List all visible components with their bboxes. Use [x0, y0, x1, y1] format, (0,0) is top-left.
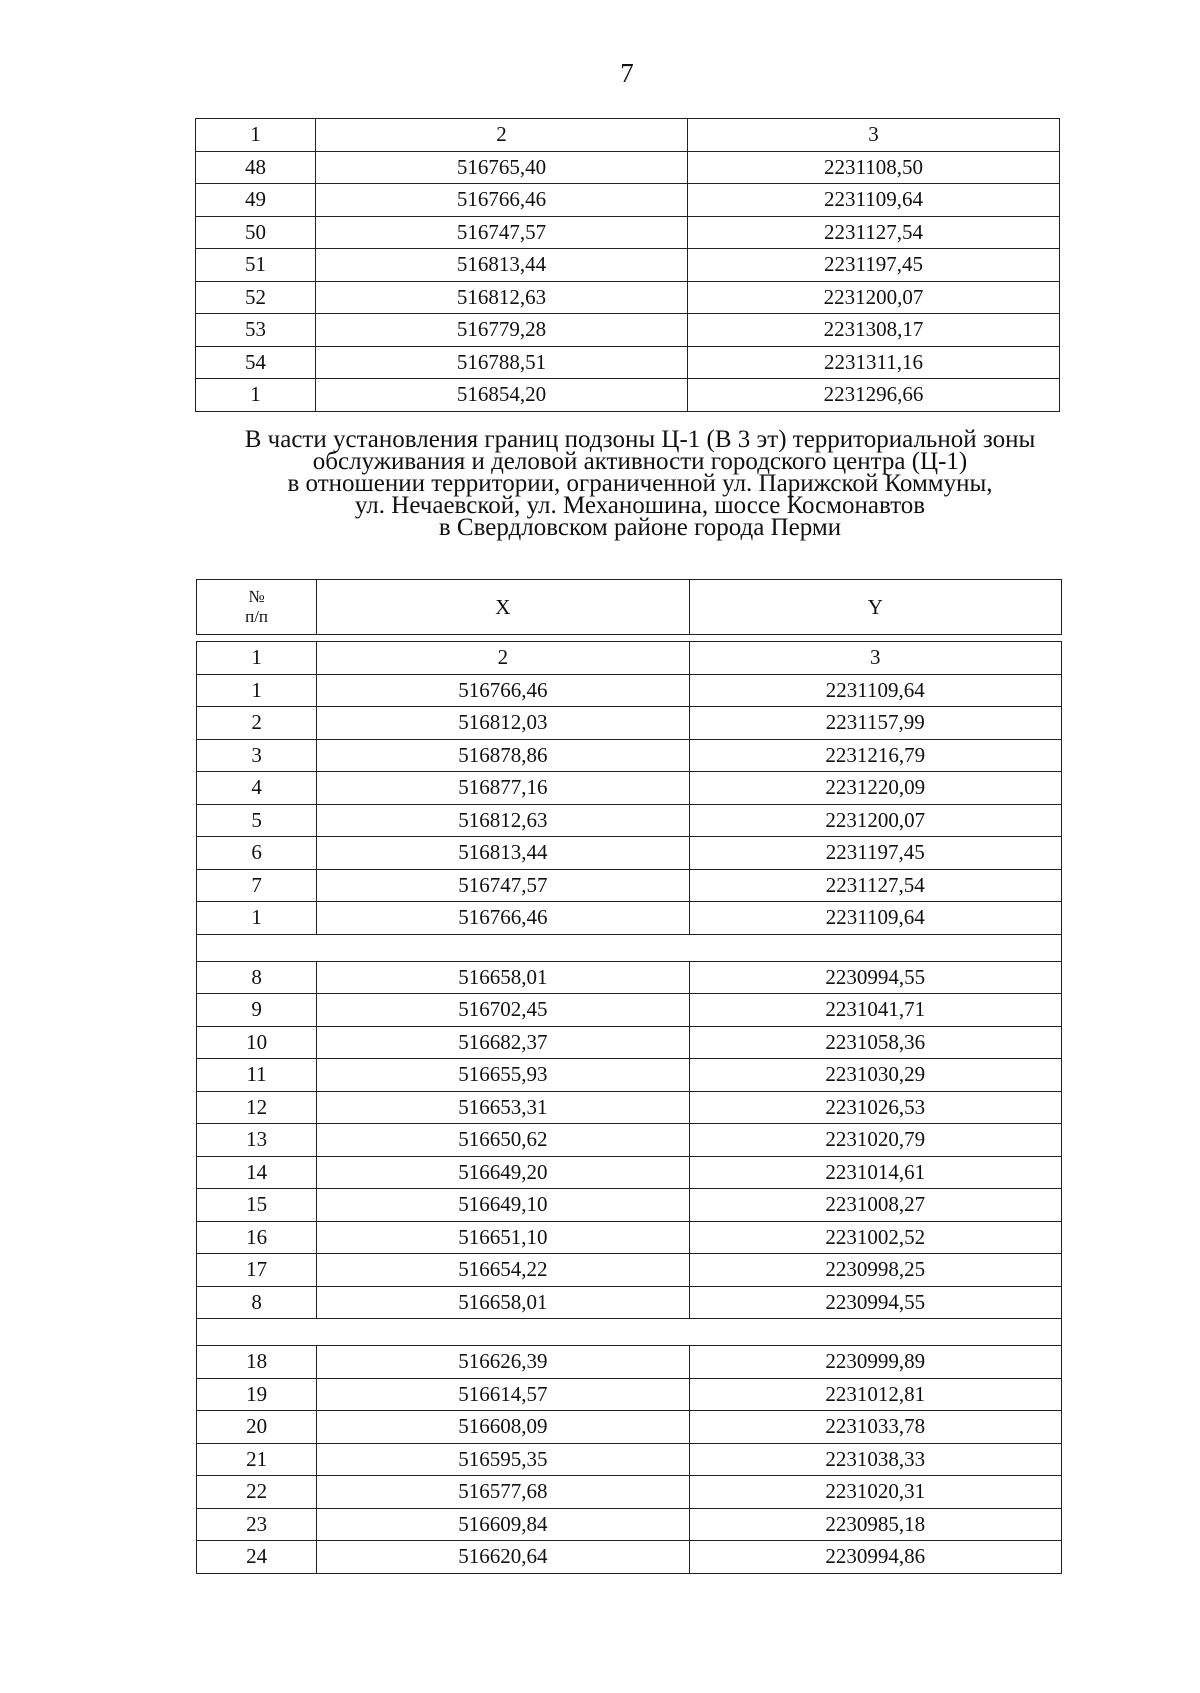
x-coordinate-cell: 516653,31	[317, 1091, 689, 1124]
point-number-cell: 49	[196, 184, 316, 217]
group-separator-row	[197, 934, 1062, 961]
y-coordinate-cell: 2231109,64	[688, 184, 1060, 217]
y-coordinate-cell: 2231197,45	[688, 249, 1060, 282]
table-row	[197, 772, 1062, 805]
y-coordinate-cell: 2231296,66	[688, 379, 1060, 412]
x-coordinate-cell: 516766,46	[317, 674, 689, 707]
point-number-cell: 20	[197, 1411, 317, 1444]
table-row	[196, 151, 1060, 184]
table-row	[197, 994, 1062, 1027]
y-coordinate-cell: 2231127,54	[688, 216, 1060, 249]
y-coordinate-cell: 2231014,61	[689, 1156, 1061, 1189]
column-number-row	[197, 642, 1062, 675]
table-row	[197, 1091, 1062, 1124]
x-coordinate-cell: 516654,22	[317, 1254, 689, 1287]
y-coordinate-cell: 2231216,79	[689, 739, 1061, 772]
y-coordinate-cell: 2230985,18	[689, 1508, 1061, 1541]
y-coordinate-cell: 2231308,17	[688, 314, 1060, 347]
point-number-cell: 6	[197, 837, 317, 870]
y-coordinate-cell: 2230998,25	[689, 1254, 1061, 1287]
x-coordinate-cell: 516626,39	[317, 1346, 689, 1379]
point-number-cell: 16	[197, 1221, 317, 1254]
point-number-cell: 1	[196, 379, 316, 412]
x-coordinate-cell: 516765,40	[316, 151, 688, 184]
y-coordinate-cell: 2231109,64	[689, 902, 1061, 935]
x-coordinate-cell: 516620,64	[317, 1541, 689, 1574]
point-number-cell: 48	[196, 151, 316, 184]
x-coordinate-cell: 516878,86	[317, 739, 689, 772]
table-row	[197, 804, 1062, 837]
table-row	[197, 1156, 1062, 1189]
table-row	[197, 1026, 1062, 1059]
table-row	[197, 1541, 1062, 1574]
y-coordinate-cell: 2230994,86	[689, 1541, 1061, 1574]
heading-line: В части установления границ подзоны Ц-1 (В 3 эт) территориальной зоны	[244, 426, 1036, 453]
point-number-cell: 51	[196, 249, 316, 282]
coordinates-table-continued	[195, 118, 1060, 412]
section-heading	[100, 426, 1180, 541]
point-number-cell: 7	[197, 869, 317, 902]
x-coordinate-cell: 516702,45	[317, 994, 689, 1027]
point-number-cell: 17	[197, 1254, 317, 1287]
point-number-cell: 18	[197, 1346, 317, 1379]
point-number-cell: 8	[197, 1286, 317, 1319]
table-row	[196, 281, 1060, 314]
x-coordinate-cell: 516747,57	[317, 869, 689, 902]
table-row	[197, 707, 1062, 740]
table-row	[196, 379, 1060, 412]
y-coordinate-cell: 3	[689, 642, 1061, 675]
y-coordinate-cell: 2231020,31	[689, 1476, 1061, 1509]
point-number-cell: 19	[197, 1378, 317, 1411]
y-coordinate-cell: 2231012,81	[689, 1378, 1061, 1411]
column-number-row	[196, 119, 1060, 152]
heading-line: в отношении территории, ограниченной ул. Парижской Коммуны,	[287, 470, 993, 497]
table-row	[196, 314, 1060, 347]
y-coordinate-cell: 2230994,55	[689, 1286, 1061, 1319]
point-number-cell: 9	[197, 994, 317, 1027]
table-row	[197, 961, 1062, 994]
y-coordinate-cell: 2231127,54	[689, 869, 1061, 902]
x-coordinate-cell: 516595,35	[317, 1443, 689, 1476]
table-row	[197, 674, 1062, 707]
point-number-cell: 1	[197, 902, 317, 935]
x-coordinate-cell: 516766,46	[317, 902, 689, 935]
y-coordinate-cell: 2231008,27	[689, 1189, 1061, 1222]
heading-line: в Свердловском районе города Перми	[438, 514, 842, 541]
x-coordinate-cell: 516577,68	[317, 1476, 689, 1509]
point-number-cell: 2	[197, 707, 317, 740]
y-coordinate-cell: 2231200,07	[688, 281, 1060, 314]
x-coordinate-cell: 516614,57	[317, 1378, 689, 1411]
y-coordinate-cell: 2231026,53	[689, 1091, 1061, 1124]
x-coordinate-cell: 2	[317, 642, 689, 675]
x-coordinate-cell: 516812,63	[317, 804, 689, 837]
point-number-cell: 5	[197, 804, 317, 837]
point-number-cell: 54	[196, 346, 316, 379]
y-coordinate-cell: 2231157,99	[689, 707, 1061, 740]
table-row	[196, 249, 1060, 282]
y-coordinate-cell: 2230999,89	[689, 1346, 1061, 1379]
y-coordinate-cell: 2231020,79	[689, 1124, 1061, 1157]
x-coordinate-cell: 516658,01	[317, 961, 689, 994]
x-coordinate-cell: 516813,44	[317, 837, 689, 870]
x-coordinate-cell: 516658,01	[317, 1286, 689, 1319]
y-coordinate-cell: 3	[688, 119, 1060, 152]
table-row	[197, 1476, 1062, 1509]
x-coordinate-cell: 516877,16	[317, 772, 689, 805]
table-row	[197, 837, 1062, 870]
group-separator-row	[197, 1319, 1062, 1346]
x-coordinate-cell: 516812,03	[317, 707, 689, 740]
x-coordinate-cell: 516854,20	[316, 379, 688, 412]
point-number-cell: 22	[197, 1476, 317, 1509]
x-coordinate-cell: 516779,28	[316, 314, 688, 347]
x-coordinate-cell: 2	[316, 119, 688, 152]
header-row	[197, 580, 1062, 635]
point-number-cell: 23	[197, 1508, 317, 1541]
x-coordinate-cell: 516608,09	[317, 1411, 689, 1444]
table-row	[196, 184, 1060, 217]
point-number-cell: 53	[196, 314, 316, 347]
y-coordinate-cell: 2231220,09	[689, 772, 1061, 805]
page-number: 7	[620, 58, 634, 88]
header-y: Y	[689, 580, 1061, 635]
x-coordinate-cell: 516682,37	[317, 1026, 689, 1059]
y-coordinate-cell: 2231038,33	[689, 1443, 1061, 1476]
x-coordinate-cell: 516609,84	[317, 1508, 689, 1541]
point-number-cell: 11	[197, 1059, 317, 1092]
y-coordinate-cell: 2230994,55	[689, 961, 1061, 994]
y-coordinate-cell: 2231311,16	[688, 346, 1060, 379]
x-coordinate-cell: 516650,62	[317, 1124, 689, 1157]
point-number-cell: 1	[197, 642, 317, 675]
y-coordinate-cell: 2231033,78	[689, 1411, 1061, 1444]
y-coordinate-cell: 2231041,71	[689, 994, 1061, 1027]
x-coordinate-cell: 516649,10	[317, 1189, 689, 1222]
coordinates-table	[196, 579, 1062, 1574]
header-x: X	[317, 580, 689, 635]
table-row	[197, 1059, 1062, 1092]
point-number-cell: 8	[197, 961, 317, 994]
table-row	[197, 1221, 1062, 1254]
table-row	[197, 1411, 1062, 1444]
heading-line: ул. Нечаевской, ул. Механошина, шоссе Космонавтов	[354, 492, 926, 519]
x-coordinate-cell: 516649,20	[317, 1156, 689, 1189]
table-row	[197, 1378, 1062, 1411]
table-row	[197, 1346, 1062, 1379]
point-number-cell: 50	[196, 216, 316, 249]
x-coordinate-cell: 516813,44	[316, 249, 688, 282]
x-coordinate-cell: 516655,93	[317, 1059, 689, 1092]
heading-line: обслуживания и деловой активности городского центра (Ц-1)	[312, 448, 968, 475]
table-row	[197, 869, 1062, 902]
y-coordinate-cell: 2231109,64	[689, 674, 1061, 707]
y-coordinate-cell: 2231108,50	[688, 151, 1060, 184]
table-row	[196, 216, 1060, 249]
table-row	[197, 1189, 1062, 1222]
y-coordinate-cell: 2231058,36	[689, 1026, 1061, 1059]
x-coordinate-cell: 516651,10	[317, 1221, 689, 1254]
table-row	[197, 1443, 1062, 1476]
table-row	[197, 902, 1062, 935]
y-coordinate-cell: 2231002,52	[689, 1221, 1061, 1254]
table-row	[197, 1508, 1062, 1541]
table-row	[197, 1124, 1062, 1157]
y-coordinate-cell: 2231200,07	[689, 804, 1061, 837]
table-row	[197, 1254, 1062, 1287]
point-number-cell: 4	[197, 772, 317, 805]
point-number-cell: 15	[197, 1189, 317, 1222]
point-number-cell: 13	[197, 1124, 317, 1157]
y-coordinate-cell: 2231197,45	[689, 837, 1061, 870]
x-coordinate-cell: 516766,46	[316, 184, 688, 217]
table-row	[197, 739, 1062, 772]
point-number-cell: 3	[197, 739, 317, 772]
table-body	[196, 119, 1060, 412]
header-separator	[197, 635, 1062, 642]
x-coordinate-cell: 516788,51	[316, 346, 688, 379]
table-row	[197, 1286, 1062, 1319]
table-row	[196, 346, 1060, 379]
point-number-cell: 52	[196, 281, 316, 314]
header-number: № п/п	[197, 580, 317, 635]
y-coordinate-cell: 2231030,29	[689, 1059, 1061, 1092]
point-number-cell: 10	[197, 1026, 317, 1059]
point-number-cell: 1	[196, 119, 316, 152]
table-body	[197, 580, 1062, 1574]
point-number-cell: 21	[197, 1443, 317, 1476]
point-number-cell: 1	[197, 674, 317, 707]
point-number-cell: 12	[197, 1091, 317, 1124]
x-coordinate-cell: 516747,57	[316, 216, 688, 249]
point-number-cell: 24	[197, 1541, 317, 1574]
x-coordinate-cell: 516812,63	[316, 281, 688, 314]
point-number-cell: 14	[197, 1156, 317, 1189]
